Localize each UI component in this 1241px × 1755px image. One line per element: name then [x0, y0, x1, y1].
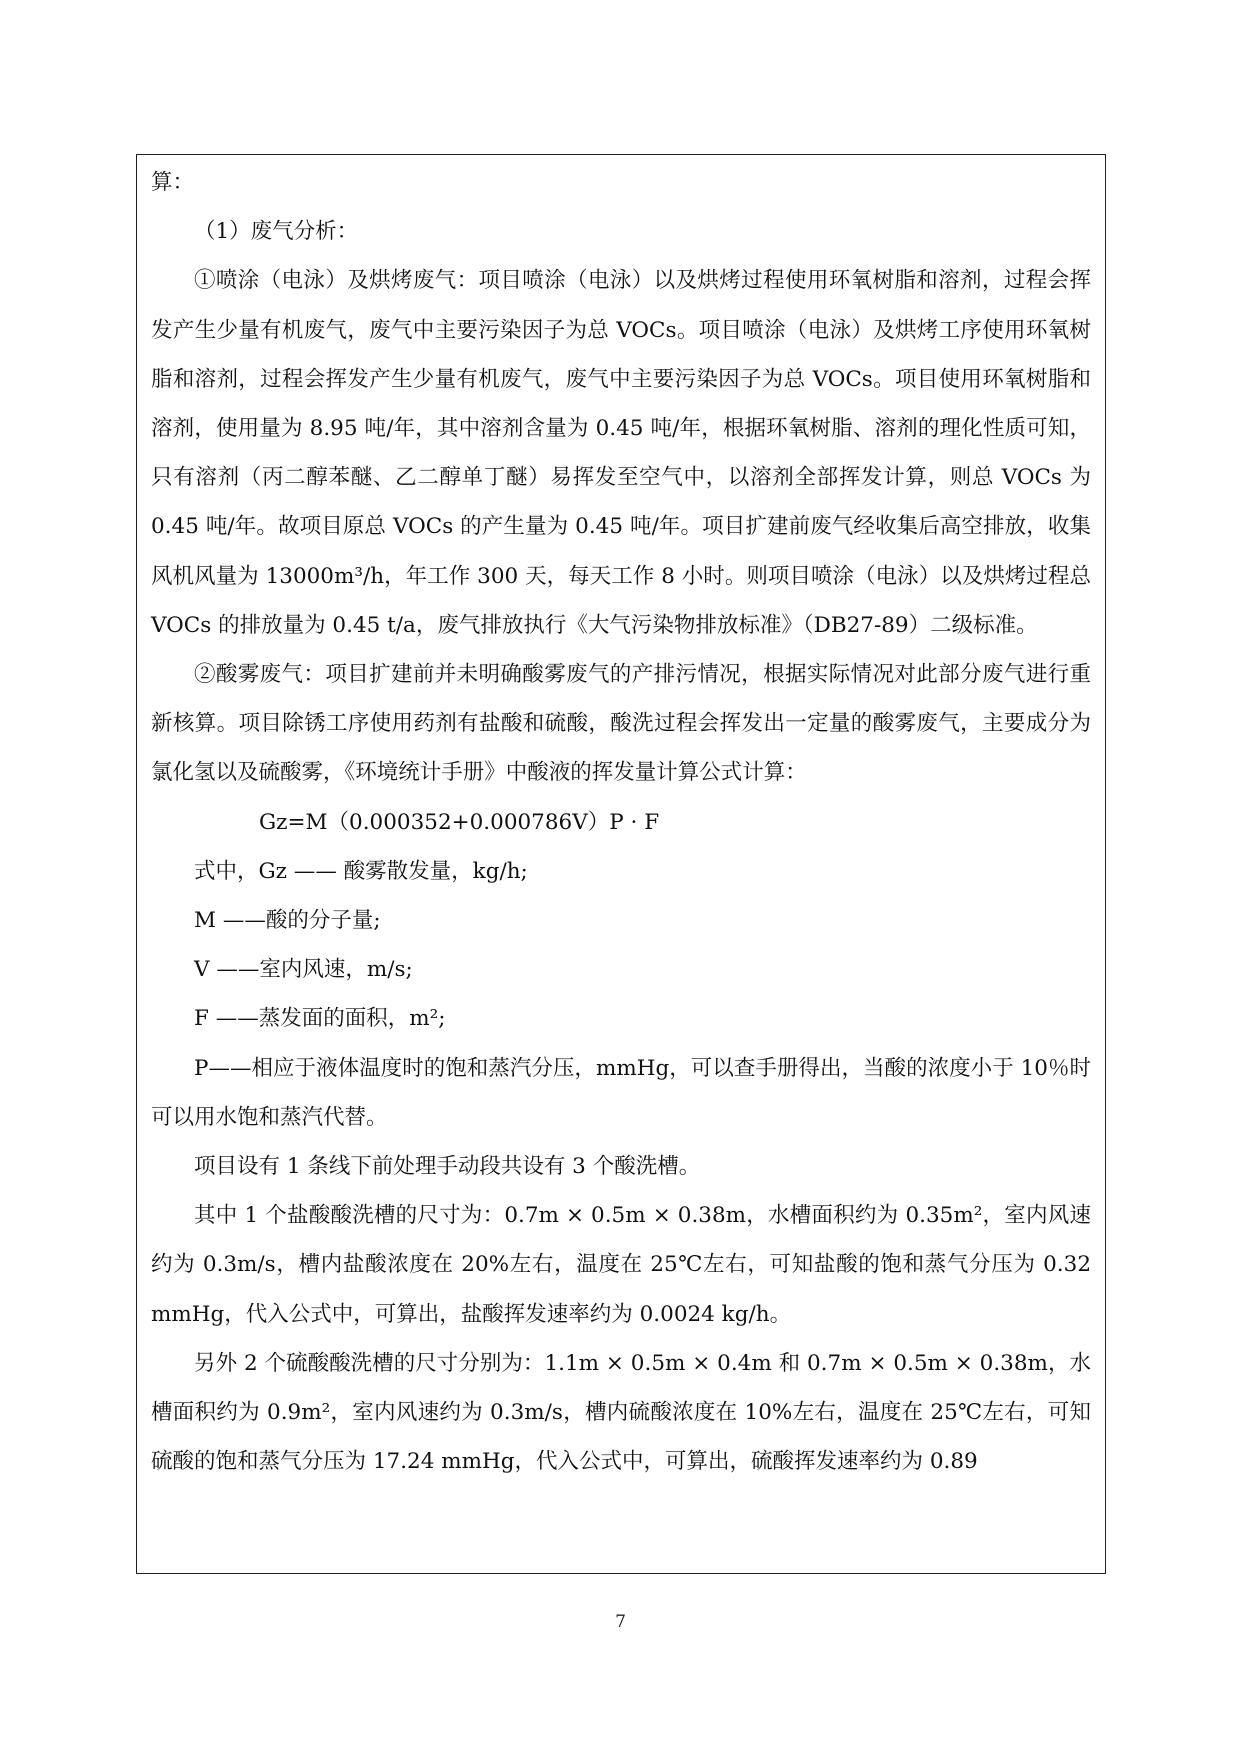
formula-definition: F ——蒸发面的面积，m²; — [194, 1006, 446, 1032]
formula-definition: M ——酸的分子量; — [194, 908, 381, 934]
formula: Gz=M（0.000352+0.000786V）P · F — [259, 809, 660, 835]
formula-definition: V ——室内风速，m/s; — [194, 957, 413, 983]
paragraph: 算： — [151, 170, 195, 195]
section-heading: （1）废气分析： — [194, 219, 359, 245]
paragraph: ②酸雾废气：项目扩建前并未明确酸雾废气的产排污情况，根据实际情况对此部分废气进行重新核算。项目除锈工序使用药剂有盐酸和硫酸，酸洗过程会挥发出一定量的酸雾废气，主要成分为氯化氢以及硫酸雾，《环境统计手册》中酸液的挥发量计算公式计算： — [151, 662, 1091, 786]
paragraph: P——相应于液体温度时的饱和蒸汽分压，mmHg，可以查手册得出，当酸的浓度小于 10％时可以用水饱和蒸汽代替。 — [151, 1055, 1091, 1130]
page-number: 7 — [615, 1612, 626, 1632]
formula-definition: 式中，Gz —— 酸雾散发量，kg/h; — [194, 858, 528, 884]
paragraph: 其中 1 个盐酸酸洗槽的尺寸为：0.7m × 0.5m × 0.38m，水槽面积约为 0.35m²，室内风速约为 0.3m/s，槽内盐酸浓度在 20%左右，温度在 25℃左右，可知盐酸的饱和蒸气分压为 0.32 mmHg，代入公式中，可算出，盐酸挥发速率约为 0.0024 kg/h。 — [151, 1203, 1091, 1327]
content-frame — [136, 154, 1106, 1574]
paragraph: 项目设有 1 条线下前处理手动段共设有 3 个酸洗槽。 — [194, 1154, 701, 1180]
document-body — [151, 158, 1091, 1486]
paragraph: ①喷涂（电泳）及烘烤废气：项目喷涂（电泳）以及烘烤过程使用环氧树脂和溶剂，过程会挥发产生少量有机废气，废气中主要污染因子为总 VOCs。项目喷涂（电泳）及烘烤工序使用环氧树脂和溶剂，过程会挥发产生少量有机废气，废气中主要污染因子为总 VOCs。项目使用环氧树脂和溶剂，使用量为 8.95 吨/年，其中溶剂含量为 0.45 吨/年，根据环氧树脂、溶剂的理化性质可知，只有溶剂（丙二醇苯醚、乙二醇单丁醚）易挥发至空气中，以溶剂全部挥发计算，则总 VOCs 为 0.45 吨/年。故项目原总 VOCs 的产生量为 0.45 吨/年。项目扩建前废气经收集后高空排放，收集风机风量为 13000m³/h，年工作 300 天，每天工作 8 小时。则项目喷涂（电泳）以及烘烤过程总 VOCs 的排放量为 0.45 t/a，废气排放执行《大气污染物排放标准》（DB27-89）二级标准。 — [151, 268, 1091, 638]
paragraph: 另外 2 个硫酸酸洗槽的尺寸分别为：1.1m × 0.5m × 0.4m 和 0.7m × 0.5m × 0.38m，水槽面积约为 0.9m²，室内风速约为 0.3m/s，槽内硫酸浓度在 10%左右，温度在 25℃左右，可知硫酸的饱和蒸气分压为 17.24 mmHg，代入公式中，可算出，硫酸挥发速率约为 0.89 — [151, 1350, 1091, 1475]
